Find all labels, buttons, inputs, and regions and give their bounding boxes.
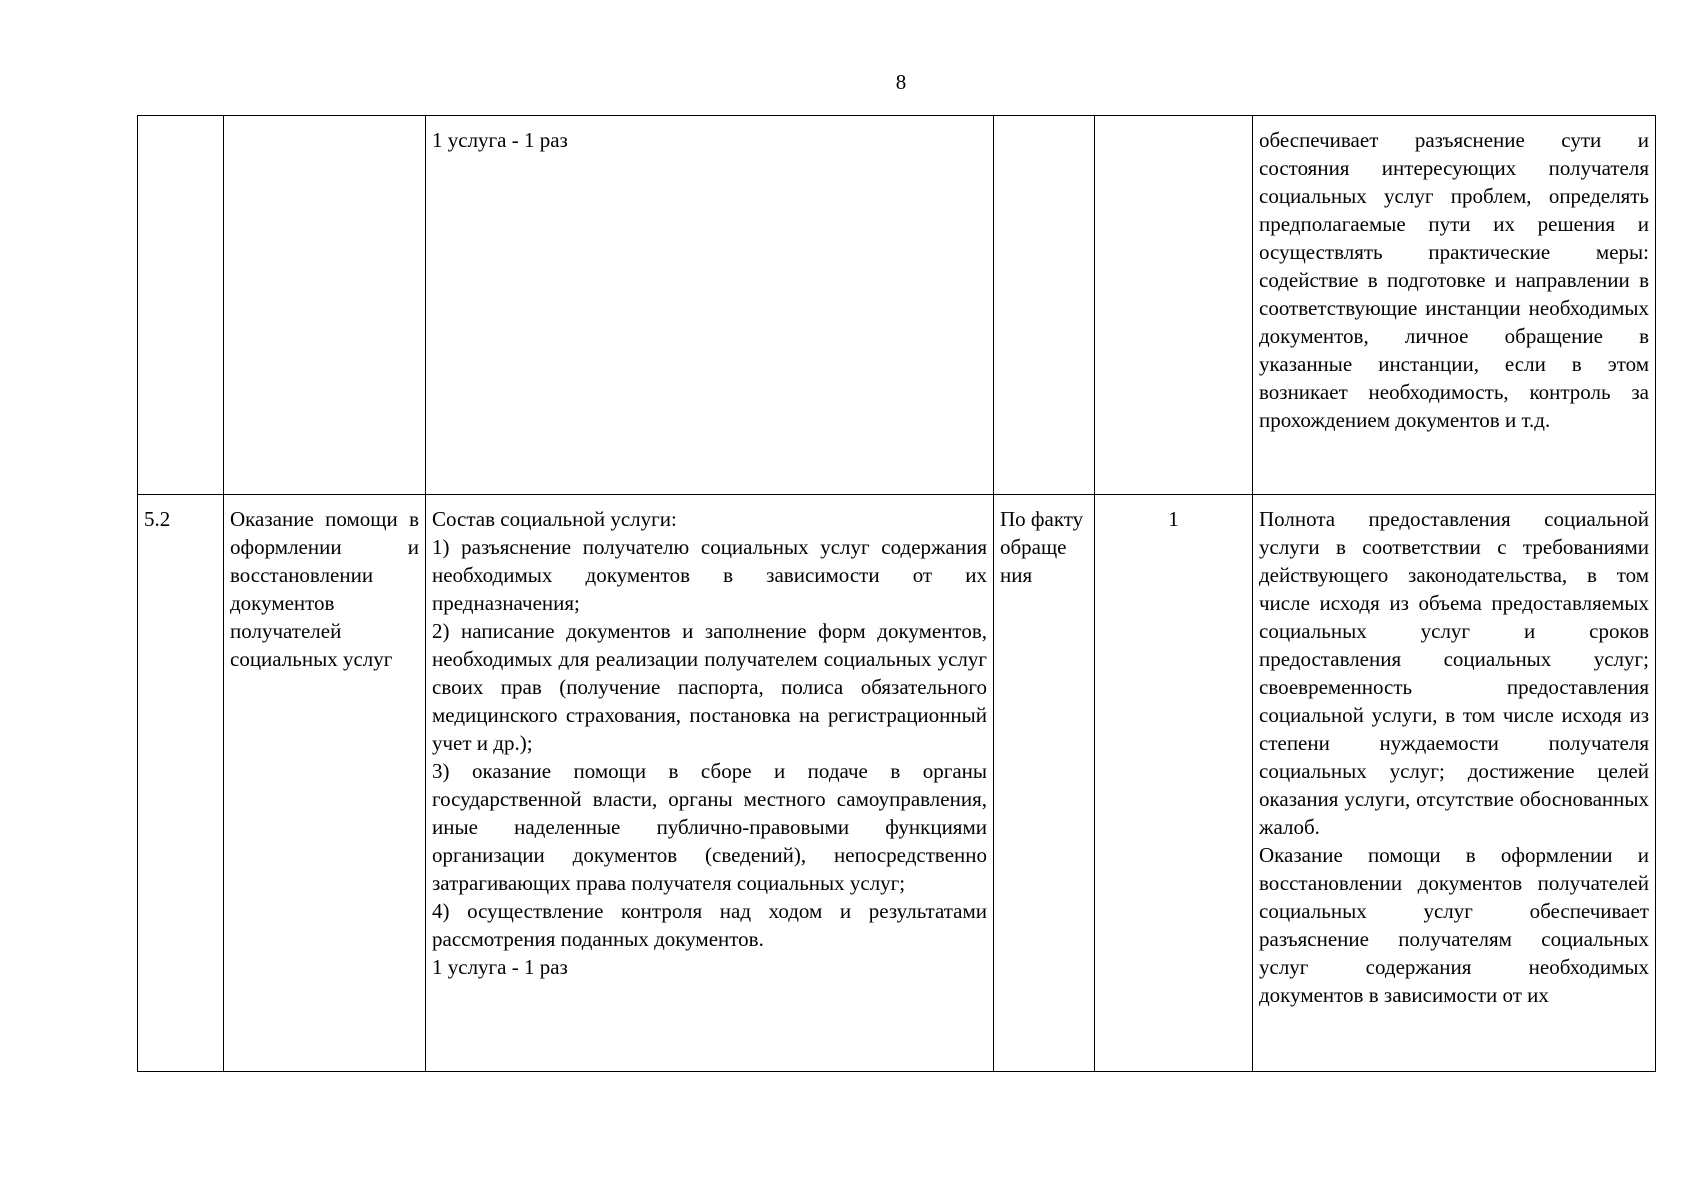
cell-service-content — [426, 116, 994, 495]
content-line: 1) разъяснение получателю социальных услуг содержания необходимых документов в зависимости от их предназначения; — [432, 535, 987, 615]
content-line: 1 услуга - 1 раз — [432, 128, 568, 152]
content-line: 2) написание документов и заполнение форм документов, необходимых для реализации получателем социальных услуг своих прав (получение паспорта, полиса обязательного медицинского страхования, постановка на регистрационный учет и др.); — [432, 619, 987, 755]
cell-service-name — [224, 116, 426, 495]
cell-number — [138, 116, 224, 495]
content-line: 3) оказание помощи в сборе и подаче в органы государственной власти, органы местного самоуправления, иные наделенные публично-правовыми функциями организации документов (сведений), непосредственно затрагивающих права получателя социальных услуг; — [432, 759, 987, 895]
table-row — [138, 116, 1656, 495]
cell-service-name — [224, 495, 426, 1072]
cell-quality — [1253, 116, 1656, 495]
quality-text: обеспечивает разъяснение сути и состояния интересующих получателя социальных услуг проблем, определять предполагаемые пути их решения и осуществлять практические меры: содействие в подготовке и направлении в соответствующие инстанции необходимых документов, личное обращение в указанные инстанции, если в этом возникает необходимость, контроль за прохождением документов и т.д. — [1259, 128, 1649, 432]
cell-value — [1095, 116, 1253, 495]
page-number: 8 — [895, 70, 907, 94]
cell-service-content — [426, 495, 994, 1072]
cell-period: По факту обраще ния — [994, 495, 1095, 1072]
quality-paragraph: Оказание помощи в оформлении и восстановлении документов получателей социальных услуг обеспечивает разъяснение получателям социальных услуг содержания необходимых документов в зависимости от их — [1259, 843, 1649, 1007]
cell-quality — [1253, 495, 1656, 1072]
cell-value: 1 — [1095, 495, 1253, 1072]
cell-number: 5.2 — [138, 495, 224, 1072]
content-line: Состав социальной услуги: — [432, 507, 677, 531]
content-line: 1 услуга - 1 раз — [432, 955, 568, 979]
cell-period — [994, 116, 1095, 495]
table-row — [138, 495, 1656, 1072]
service-name-text: Оказание помощи в оформлении и восстановлении документов получателей социальных услуг — [230, 507, 419, 671]
services-table — [137, 115, 1656, 1072]
content-line: 4) осуществление контроля над ходом и результатами рассмотрения поданных документов. — [432, 899, 987, 951]
quality-paragraph: Полнота предоставления социальной услуги в соответствии с требованиями действующего законодательства, в том числе исходя из объема предоставляемых социальных услуг и сроков предоставления социальных услуг; своевременность предоставления социальной услуги, в том числе исходя из степени нуждаемости получателя социальных услуг; достижение целей оказания услуги, отсутствие обоснованных жалоб. — [1259, 507, 1649, 839]
